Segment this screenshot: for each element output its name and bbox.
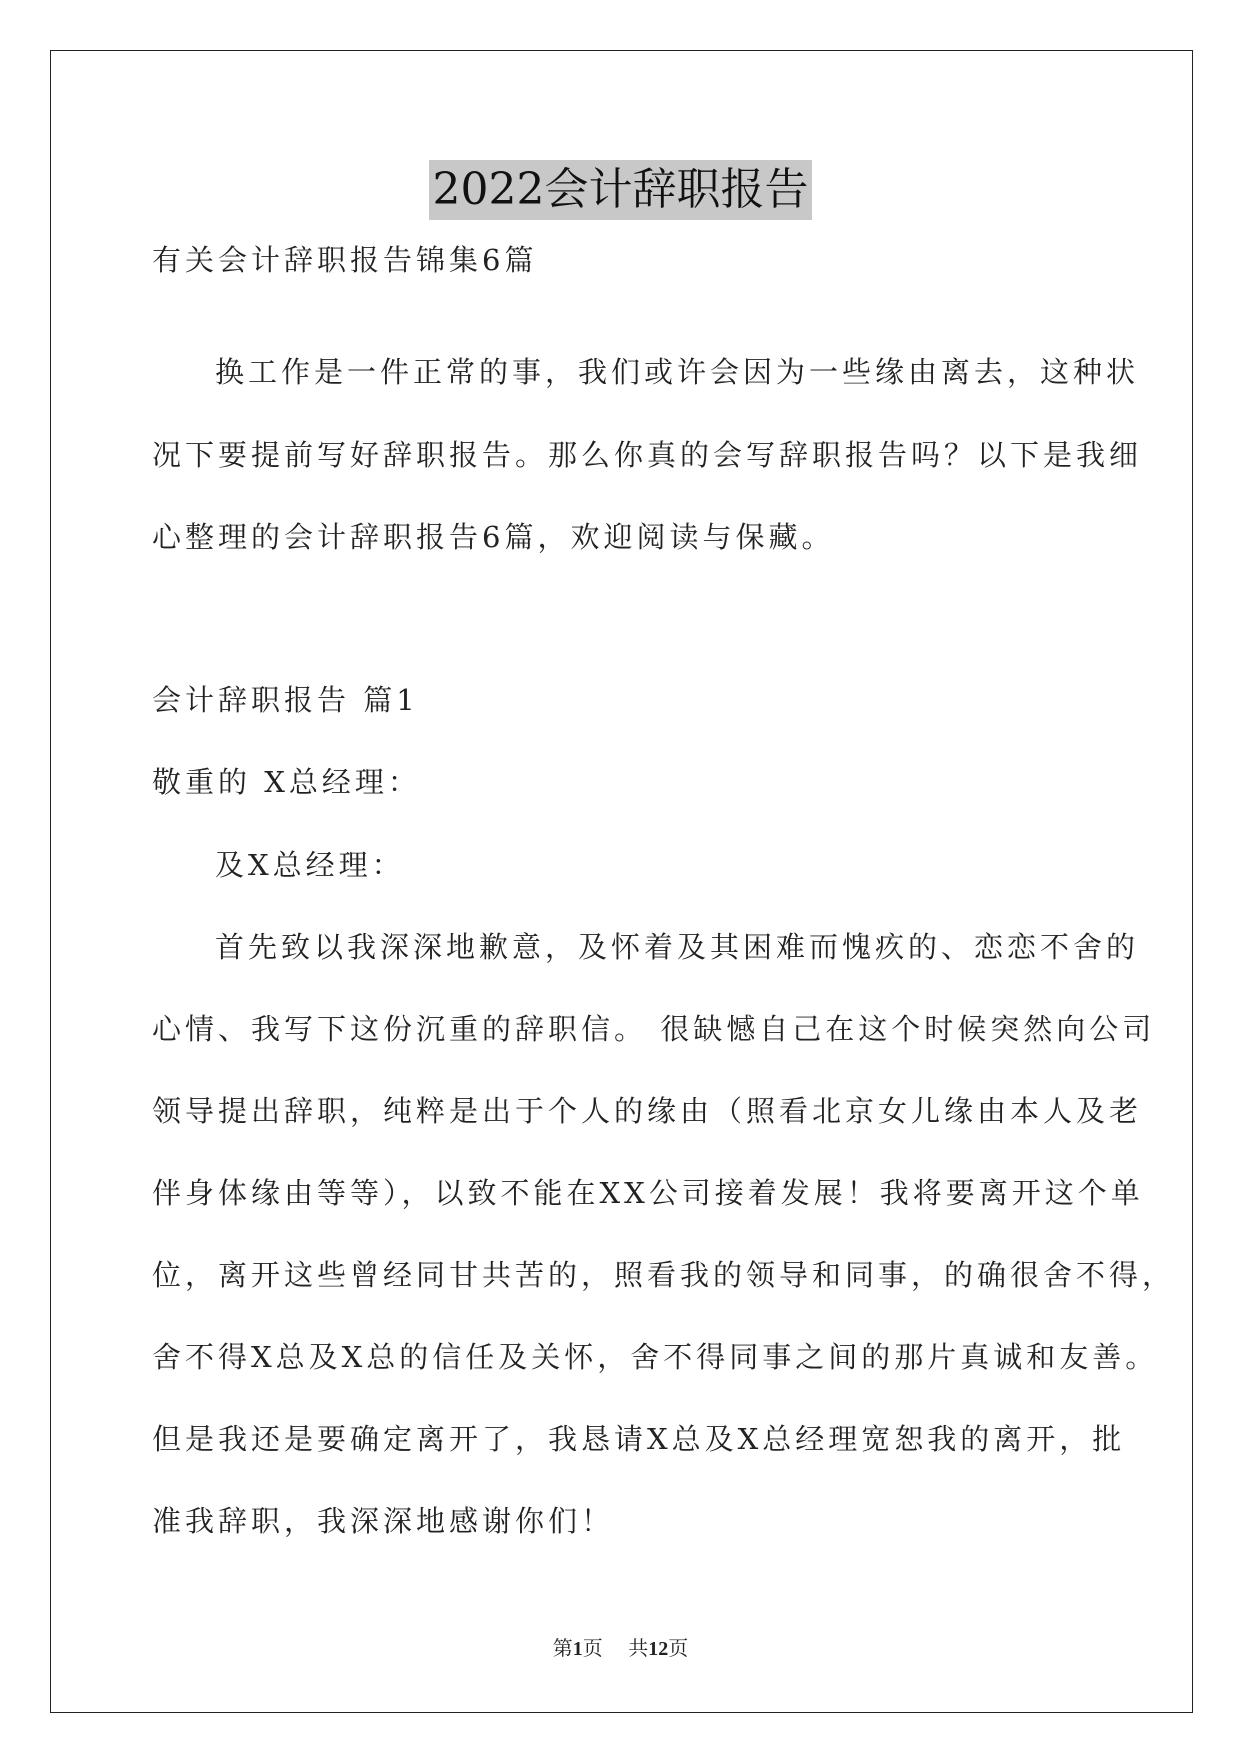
footer-total-pages: 12 — [648, 1638, 669, 1660]
section-heading: 会计辞职报告 篇1 — [152, 683, 419, 717]
subtitle: 有关会计辞职报告锦集6篇 — [152, 243, 538, 277]
footer-page-mid: 页 共 — [582, 1636, 649, 1660]
body-line-7: 但是我还是要确定离开了，我恳请X总及X总经理宽恕我的离开，批 — [152, 1422, 1126, 1456]
intro-line-3: 心整理的会计辞职报告6篇，欢迎阅读与保藏。 — [152, 520, 835, 554]
body-line-8: 准我辞职，我深深地感谢你们！ — [152, 1504, 615, 1538]
footer-page-number: 1 — [572, 1638, 583, 1660]
body-line-2: 心情、我写下这份沉重的辞职信。 很缺憾自己在这个时候突然向公司 — [152, 1012, 1156, 1046]
body-line-4: 伴身体缘由等等），以致不能在XX公司接着发展！我将要离开这个单 — [152, 1176, 1144, 1210]
salutation: 敬重的 X总经理： — [152, 765, 421, 799]
page-footer — [0, 1632, 1241, 1661]
body-line-5: 位，离开这些曾经同甘共苦的，照看我的领导和同事，的确很舍不得， — [152, 1258, 1176, 1292]
footer-page-suffix: 页 — [668, 1636, 689, 1660]
salutation-secondary: 及X总经理： — [215, 848, 405, 882]
body-line-3: 领导提出辞职，纯粹是出于个人的缘由（照看北京女儿缘由本人及老 — [152, 1094, 1143, 1128]
footer-page-prefix: 第 — [552, 1636, 573, 1660]
body-line-1: 首先致以我深深地歉意，及怀着及其困难而愧疚的、恋恋不舍的 — [215, 930, 1140, 964]
intro-line-2: 况下要提前写好辞职报告。那么你真的会写辞职报告吗？以下是我细 — [152, 438, 1143, 472]
title-container — [0, 160, 1241, 220]
document-title: 2022会计辞职报告 — [429, 160, 813, 220]
body-line-6: 舍不得X总及X总的信任及关怀，舍不得同事之间的那片真诚和友善。 — [152, 1340, 1159, 1374]
intro-line-1: 换工作是一件正常的事，我们或许会因为一些缘由离去，这种状 — [215, 355, 1140, 389]
